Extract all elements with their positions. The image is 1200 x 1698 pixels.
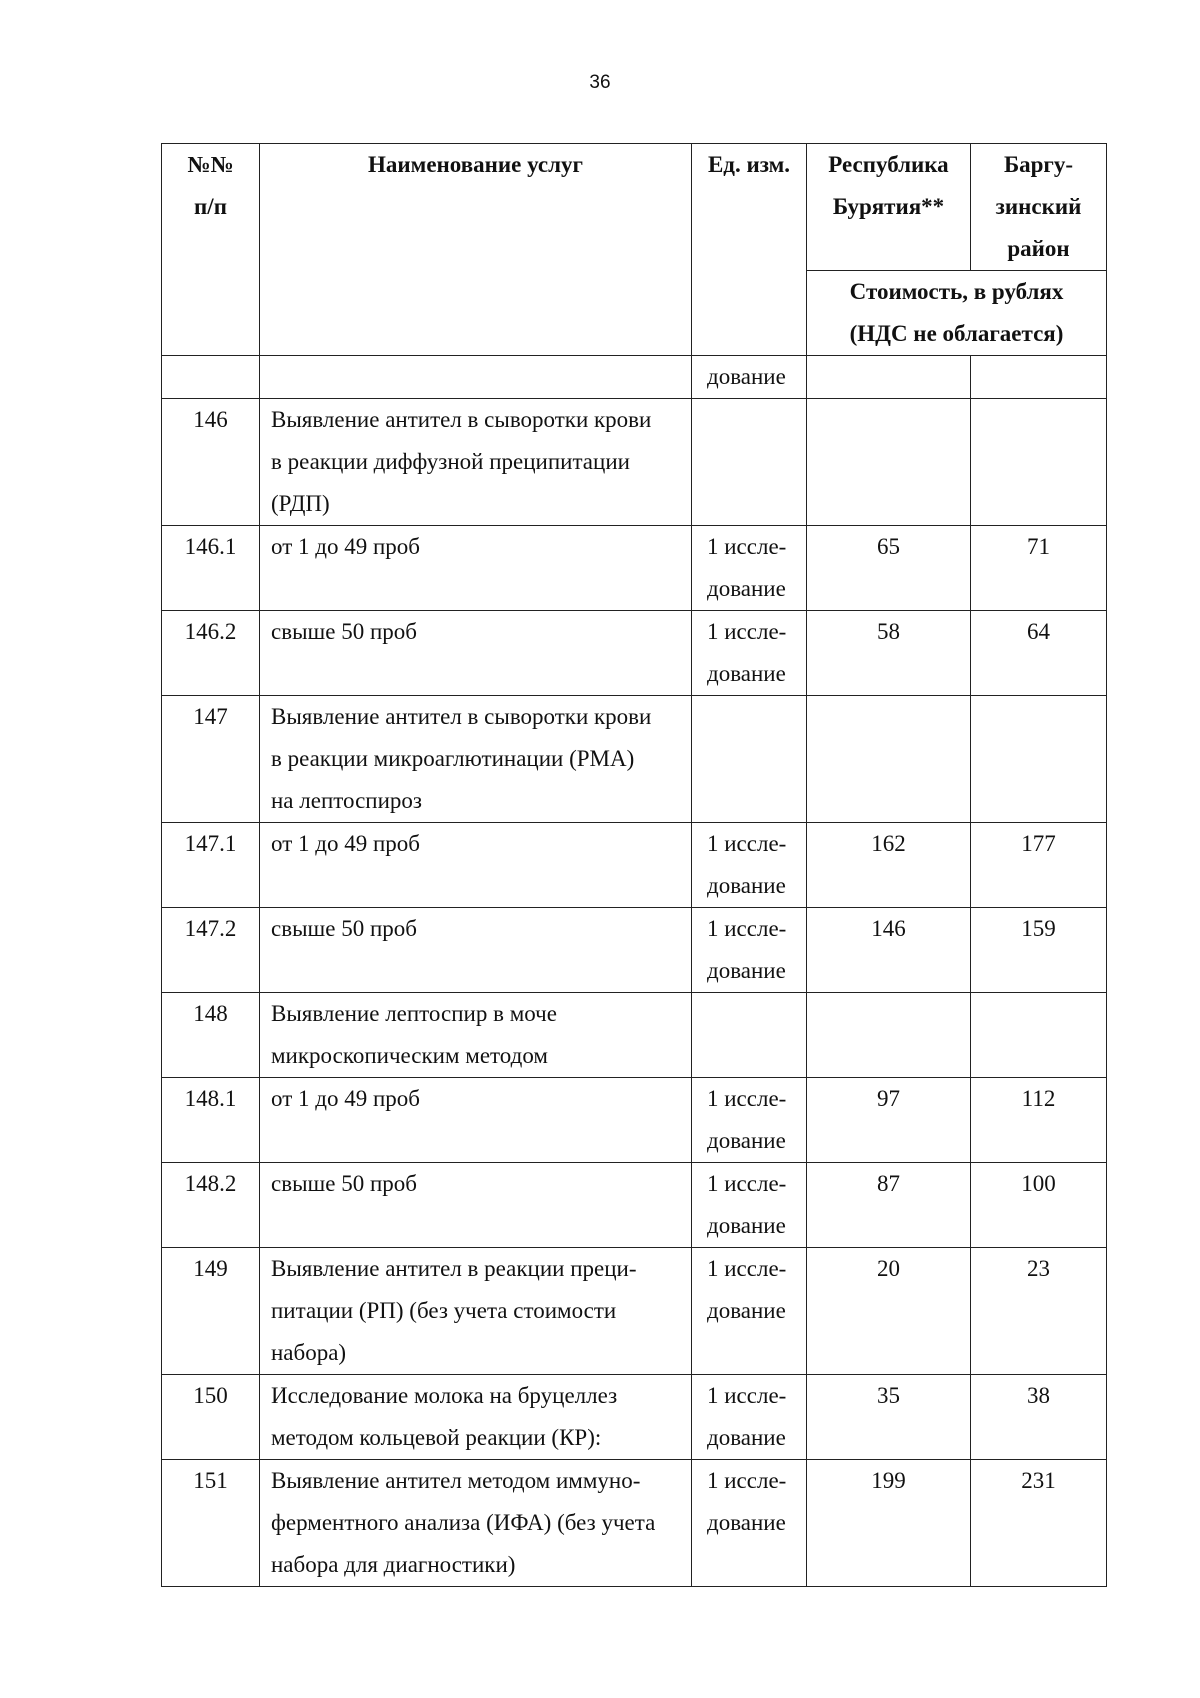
table-row bbox=[162, 1460, 1107, 1587]
service-name-line: свыше 50 проб bbox=[271, 1171, 417, 1196]
header-row-top bbox=[162, 144, 1107, 271]
unit-line: 1 иссле- bbox=[707, 1171, 787, 1196]
service-name-line: Выявление антител в сыворотки крови bbox=[271, 407, 652, 432]
service-name bbox=[260, 526, 692, 611]
service-name-line: свыше 50 проб bbox=[271, 619, 417, 644]
price-district: 112 bbox=[971, 1078, 1107, 1163]
service-name-line: методом кольцевой реакции (КР): bbox=[271, 1425, 602, 1450]
unit-line: 1 иссле- bbox=[707, 1256, 787, 1281]
service-name-line: питации (РП) (без учета стоимости bbox=[271, 1298, 617, 1323]
price-republic bbox=[807, 356, 971, 399]
row-number: 147 bbox=[162, 696, 260, 823]
service-name-line: свыше 50 проб bbox=[271, 916, 417, 941]
header-num-line: №№ bbox=[187, 152, 234, 177]
service-name-line: от 1 до 49 проб bbox=[271, 831, 420, 856]
price-district bbox=[971, 356, 1107, 399]
service-name-line: в реакции микроаглютинации (РМА) bbox=[271, 746, 635, 771]
header-cost-line: (НДС не облагается) bbox=[849, 321, 1064, 346]
row-number: 150 bbox=[162, 1375, 260, 1460]
service-name bbox=[260, 1460, 692, 1587]
price-district: 71 bbox=[971, 526, 1107, 611]
price-republic: 87 bbox=[807, 1163, 971, 1248]
service-name-line: ферментного анализа (ИФА) (без учета bbox=[271, 1510, 656, 1535]
header-cost-line: Стоимость, в рублях bbox=[849, 279, 1064, 304]
header-district-line: Баргу- bbox=[1003, 152, 1074, 177]
table-body bbox=[162, 356, 1107, 1587]
unit-of-measure bbox=[692, 1078, 807, 1163]
unit-line: дование bbox=[707, 1425, 786, 1450]
price-district: 23 bbox=[971, 1248, 1107, 1375]
unit-of-measure bbox=[692, 908, 807, 993]
service-name bbox=[260, 399, 692, 526]
unit-line: 1 иссле- bbox=[707, 1383, 787, 1408]
header-republic-line: Бурятия** bbox=[832, 194, 945, 219]
unit-line: дование bbox=[707, 576, 786, 601]
service-name-line: Выявление антител в реакции преци- bbox=[271, 1256, 637, 1281]
unit-line: дование bbox=[707, 1510, 786, 1535]
page-number: 36 bbox=[589, 72, 611, 93]
unit-of-measure bbox=[692, 823, 807, 908]
row-number: 148 bbox=[162, 993, 260, 1078]
service-name bbox=[260, 696, 692, 823]
price-district: 177 bbox=[971, 823, 1107, 908]
header-name: Наименование услуг bbox=[260, 144, 692, 356]
price-district bbox=[971, 399, 1107, 526]
unit-line: 1 иссле- bbox=[707, 619, 787, 644]
row-number bbox=[162, 356, 260, 399]
price-republic: 162 bbox=[807, 823, 971, 908]
unit-of-measure bbox=[692, 1163, 807, 1248]
price-district bbox=[971, 993, 1107, 1078]
service-name-line: микроскопическим методом bbox=[271, 1043, 548, 1068]
price-republic: 35 bbox=[807, 1375, 971, 1460]
row-number: 147.2 bbox=[162, 908, 260, 993]
header-num-line: п/п bbox=[194, 194, 227, 219]
header-district-line: район bbox=[1007, 236, 1070, 261]
unit-of-measure bbox=[692, 696, 807, 823]
unit-of-measure bbox=[692, 1460, 807, 1587]
service-name-line: Выявление антител методом иммуно- bbox=[271, 1468, 641, 1493]
price-district: 38 bbox=[971, 1375, 1107, 1460]
unit-line: дование bbox=[707, 873, 786, 898]
price-republic: 97 bbox=[807, 1078, 971, 1163]
unit-of-measure bbox=[692, 611, 807, 696]
service-name-line: Выявление антител в сыворотки крови bbox=[271, 704, 652, 729]
service-name-line: набора для диагностики) bbox=[271, 1552, 516, 1577]
table-row bbox=[162, 1375, 1107, 1460]
table-row bbox=[162, 993, 1107, 1078]
unit-line: дование bbox=[707, 364, 786, 389]
service-name-line: в реакции диффузной преципитации bbox=[271, 449, 630, 474]
unit-of-measure bbox=[692, 399, 807, 526]
header-republic bbox=[807, 144, 971, 271]
service-name bbox=[260, 908, 692, 993]
row-number: 148.1 bbox=[162, 1078, 260, 1163]
table-row bbox=[162, 823, 1107, 908]
header-district-line: зинский bbox=[995, 194, 1082, 219]
table-row bbox=[162, 696, 1107, 823]
table-row bbox=[162, 356, 1107, 399]
row-number: 146 bbox=[162, 399, 260, 526]
price-district: 231 bbox=[971, 1460, 1107, 1587]
price-republic: 146 bbox=[807, 908, 971, 993]
price-table bbox=[161, 143, 1107, 1587]
table-row bbox=[162, 1163, 1107, 1248]
unit-line: дование bbox=[707, 1213, 786, 1238]
unit-of-measure bbox=[692, 1375, 807, 1460]
price-district: 159 bbox=[971, 908, 1107, 993]
header-district bbox=[971, 144, 1107, 271]
header-cost bbox=[807, 271, 1107, 356]
service-name-line: (РДП) bbox=[271, 491, 330, 516]
unit-line: 1 иссле- bbox=[707, 1468, 787, 1493]
unit-of-measure bbox=[692, 993, 807, 1078]
unit-of-measure bbox=[692, 1248, 807, 1375]
service-name bbox=[260, 823, 692, 908]
price-republic bbox=[807, 399, 971, 526]
service-name bbox=[260, 1078, 692, 1163]
price-district: 100 bbox=[971, 1163, 1107, 1248]
price-republic: 65 bbox=[807, 526, 971, 611]
unit-line: 1 иссле- bbox=[707, 534, 787, 559]
row-number: 151 bbox=[162, 1460, 260, 1587]
service-name-line: Исследование молока на бруцеллез bbox=[271, 1383, 618, 1408]
header-unit: Ед. изм. bbox=[692, 144, 807, 356]
unit-of-measure bbox=[692, 526, 807, 611]
service-name-line: набора) bbox=[271, 1340, 347, 1365]
price-republic: 20 bbox=[807, 1248, 971, 1375]
unit-line: дование bbox=[707, 1298, 786, 1323]
service-name bbox=[260, 993, 692, 1078]
table-row bbox=[162, 399, 1107, 526]
table-row bbox=[162, 1248, 1107, 1375]
row-number: 146.2 bbox=[162, 611, 260, 696]
unit-line: 1 иссле- bbox=[707, 1086, 787, 1111]
unit-line: 1 иссле- bbox=[707, 916, 787, 941]
service-name-line: от 1 до 49 проб bbox=[271, 1086, 420, 1111]
table-row bbox=[162, 908, 1107, 993]
price-republic: 58 bbox=[807, 611, 971, 696]
service-name-line: Выявление лептоспир в моче bbox=[271, 1001, 557, 1026]
unit-line: дование bbox=[707, 958, 786, 983]
service-name bbox=[260, 1248, 692, 1375]
header-republic-line: Республика bbox=[828, 152, 949, 177]
service-name bbox=[260, 1163, 692, 1248]
service-name bbox=[260, 611, 692, 696]
table-row bbox=[162, 1078, 1107, 1163]
table-row bbox=[162, 526, 1107, 611]
unit-of-measure bbox=[692, 356, 807, 399]
service-name bbox=[260, 1375, 692, 1460]
header-num bbox=[162, 144, 260, 356]
service-name-line: от 1 до 49 проб bbox=[271, 534, 420, 559]
service-name-line: на лептоспироз bbox=[271, 788, 422, 813]
unit-line: дование bbox=[707, 1128, 786, 1153]
unit-line: дование bbox=[707, 661, 786, 686]
price-republic: 199 bbox=[807, 1460, 971, 1587]
service-name bbox=[260, 356, 692, 399]
price-republic bbox=[807, 696, 971, 823]
price-district: 64 bbox=[971, 611, 1107, 696]
row-number: 149 bbox=[162, 1248, 260, 1375]
row-number: 146.1 bbox=[162, 526, 260, 611]
unit-line: 1 иссле- bbox=[707, 831, 787, 856]
table-row bbox=[162, 611, 1107, 696]
row-number: 148.2 bbox=[162, 1163, 260, 1248]
row-number: 147.1 bbox=[162, 823, 260, 908]
price-republic bbox=[807, 993, 971, 1078]
price-district bbox=[971, 696, 1107, 823]
